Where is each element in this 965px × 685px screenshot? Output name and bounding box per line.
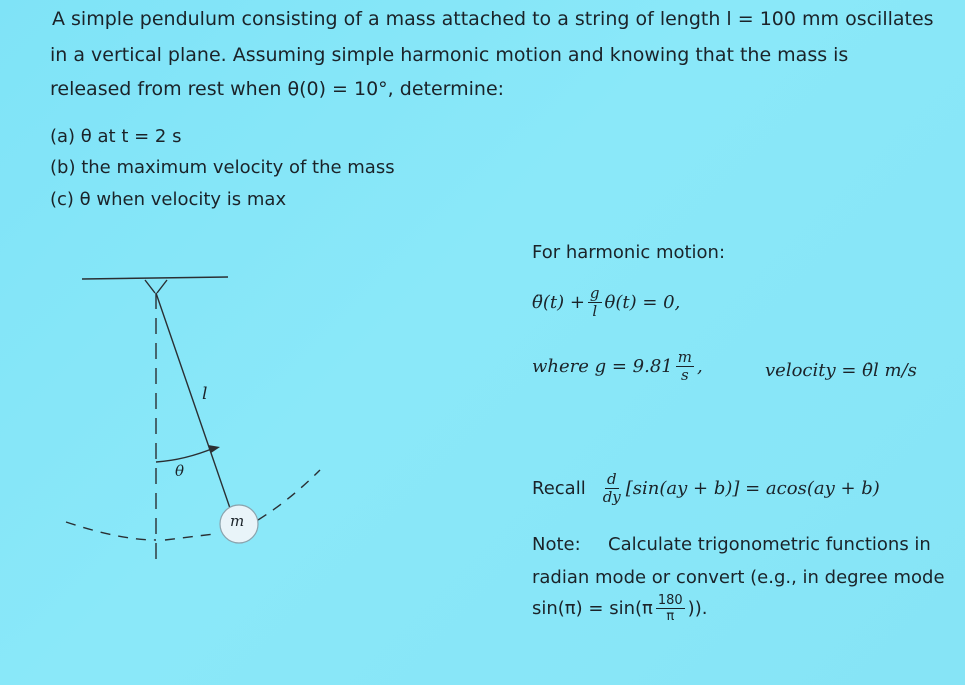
units-fraction [676, 350, 694, 383]
part-c: (c) θ when velocity is max [50, 189, 287, 210]
problem-line-2: in a vertical plane. Assuming simple harmonic motion and knowing that the mass is [50, 44, 849, 66]
angle-arrow-icon [208, 445, 220, 453]
string [156, 293, 232, 514]
angle-arc [156, 448, 214, 462]
equation-right: θ(t) = 0, [604, 292, 681, 313]
fraction-numerator: m [677, 348, 692, 366]
ceiling-line [82, 277, 228, 279]
fraction-denominator: dy [602, 488, 621, 506]
equation-left: θ̈(t) + [532, 292, 585, 313]
gravity-definition [532, 350, 703, 383]
recall-expression: [sin(ay + b)] = acos(ay + b) [625, 478, 880, 499]
fraction-numerator: g [589, 284, 600, 302]
note-line-2: radian mode or convert (e.g., in degree mode [532, 567, 945, 588]
fraction-denominator: s [681, 366, 689, 384]
note-label: Note: [532, 534, 581, 555]
harmonic-equation [532, 286, 680, 319]
derivative-fraction [601, 472, 623, 505]
conversion-fraction [656, 594, 685, 623]
where-comma: , [697, 356, 703, 377]
recall-label: Recall [532, 478, 586, 499]
problem-line-1: A simple pendulum consisting of a mass attached to a string of length l = 100 mm oscillates [52, 8, 934, 30]
g-over-l-fraction [588, 286, 602, 319]
fraction-denominator: l [592, 302, 598, 320]
recall-formula [532, 472, 880, 505]
note-conversion [532, 594, 707, 623]
harmonic-heading: For harmonic motion: [532, 242, 726, 263]
problem-line-3: released from rest when θ(0) = 10°, determine: [50, 78, 505, 100]
part-a: (a) θ at t = 2 s [50, 126, 182, 147]
length-label: l [202, 384, 208, 404]
sin-right: )). [687, 598, 708, 619]
arc-dash-right [258, 470, 320, 520]
fraction-numerator: d [606, 470, 617, 488]
arc-dash-left [66, 522, 156, 540]
sin-left: sin(π) = sin(π [532, 598, 653, 619]
arc-dash-mid [165, 534, 214, 540]
angle-label: θ [175, 462, 185, 480]
velocity-definition: velocity = θ̇l m/s [765, 360, 917, 381]
fraction-denominator: π [666, 609, 675, 624]
pivot-right [157, 280, 167, 293]
pivot-left [145, 280, 155, 293]
note-line-1: Calculate trigonometric functions in [608, 534, 931, 555]
fraction-numerator: 180 [657, 593, 683, 608]
where-text: where g = 9.81 [532, 356, 673, 377]
part-b: (b) the maximum velocity of the mass [50, 157, 395, 178]
mass-label: m [230, 512, 245, 530]
